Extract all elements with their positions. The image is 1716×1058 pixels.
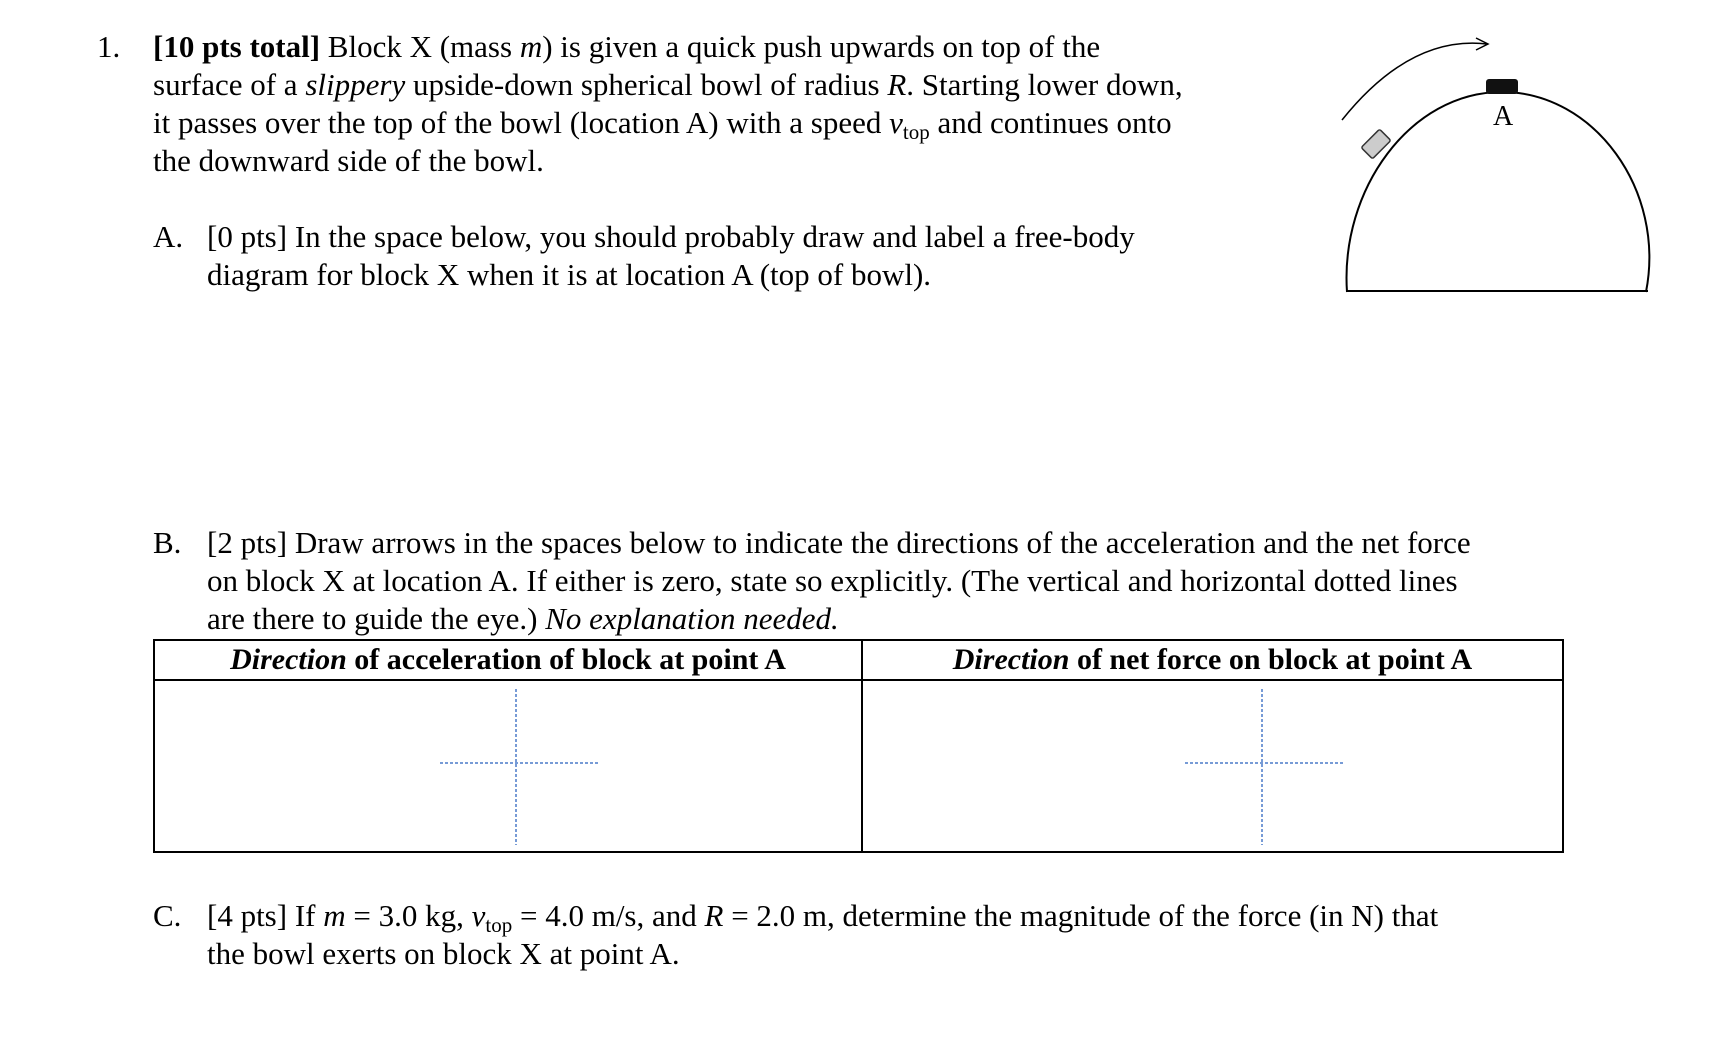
- mass-symbol: m: [323, 898, 346, 933]
- part-c-text: [4 pts] If: [207, 898, 324, 933]
- problem-statement-line-1: [153, 28, 1100, 66]
- speed-subscript: top: [485, 913, 513, 937]
- part-b-line-3: [207, 600, 839, 638]
- statement-text: it passes over the top of the bowl (location A) with a speed: [153, 105, 890, 140]
- part-c-text: = 2.0 m, determine the magnitude of the force (in N) that: [723, 898, 1439, 933]
- problem-statement-line-2: [153, 66, 1183, 104]
- mass-value: = 3.0 kg,: [345, 898, 472, 933]
- part-a-label: A.: [153, 219, 184, 254]
- speed-symbol: v: [471, 898, 486, 933]
- location-a-label: A: [1493, 101, 1514, 132]
- speed-symbol: v: [889, 105, 903, 140]
- part-c-line-1: [207, 897, 1438, 938]
- radius-symbol: R: [887, 67, 907, 102]
- header-text: of net force on block at point A: [1069, 643, 1473, 676]
- direction-table-header: [154, 640, 1563, 680]
- header-italic: Direction: [952, 643, 1070, 676]
- problem-statement-line-4: the downward side of the bowl.: [153, 143, 544, 178]
- direction-table: [153, 639, 1564, 853]
- direction-table-row: [154, 680, 1563, 852]
- speed-subscript: top: [902, 120, 930, 144]
- statement-text: surface of a: [153, 67, 306, 102]
- speed-value: = 4.0 m/s, and: [512, 898, 705, 933]
- statement-text: . Starting lower down,: [906, 67, 1183, 102]
- acceleration-guide-lines: [155, 681, 861, 853]
- part-a-line-1: [0 pts] In the space below, you should probably draw and label a free-body: [207, 219, 1135, 254]
- mass-symbol: m: [519, 29, 543, 64]
- problem-statement-line-3: [153, 104, 1172, 145]
- part-b-line-1: [2 pts] Draw arrows in the spaces below to indicate the directions of the acceleration and the net force: [207, 525, 1471, 560]
- net-force-drawing-area[interactable]: [862, 680, 1563, 852]
- statement-text: upside-down spherical bowl of radius: [405, 67, 888, 102]
- bowl-diagram: [1330, 30, 1660, 310]
- statement-text: ) is given a quick push upwards on top of the: [542, 29, 1101, 64]
- problem-number: 1.: [97, 29, 121, 64]
- statement-text: Block X (mass: [320, 29, 520, 64]
- net-force-guide-lines: [863, 681, 1568, 853]
- part-c-label: C.: [153, 898, 182, 933]
- part-a-line-2: diagram for block X when it is at location A (top of bowl).: [207, 257, 932, 292]
- slippery-word: slippery: [305, 67, 406, 102]
- motion-arrow-path: [1342, 43, 1487, 120]
- acceleration-drawing-area[interactable]: [154, 680, 862, 852]
- header-text: of acceleration of block at point A: [346, 643, 786, 676]
- part-b-line-2: on block X at location A. If either is zero, state so explicitly. (The vertical and horizontal dotted lines: [207, 563, 1458, 598]
- no-explanation-note: No explanation needed.: [545, 601, 839, 636]
- net-force-column-header: [862, 640, 1563, 680]
- block-at-top: [1486, 79, 1518, 94]
- statement-text: and continues onto: [929, 105, 1172, 140]
- part-b-label: B.: [153, 525, 182, 560]
- part-c-line-2: the bowl exerts on block X at point A.: [207, 936, 680, 971]
- points-label: [10 pts total]: [153, 29, 321, 64]
- radius-symbol: R: [704, 898, 724, 933]
- acceleration-column-header: [154, 640, 862, 680]
- part-b-text: are there to guide the eye.): [207, 601, 546, 636]
- header-italic: Direction: [230, 643, 347, 676]
